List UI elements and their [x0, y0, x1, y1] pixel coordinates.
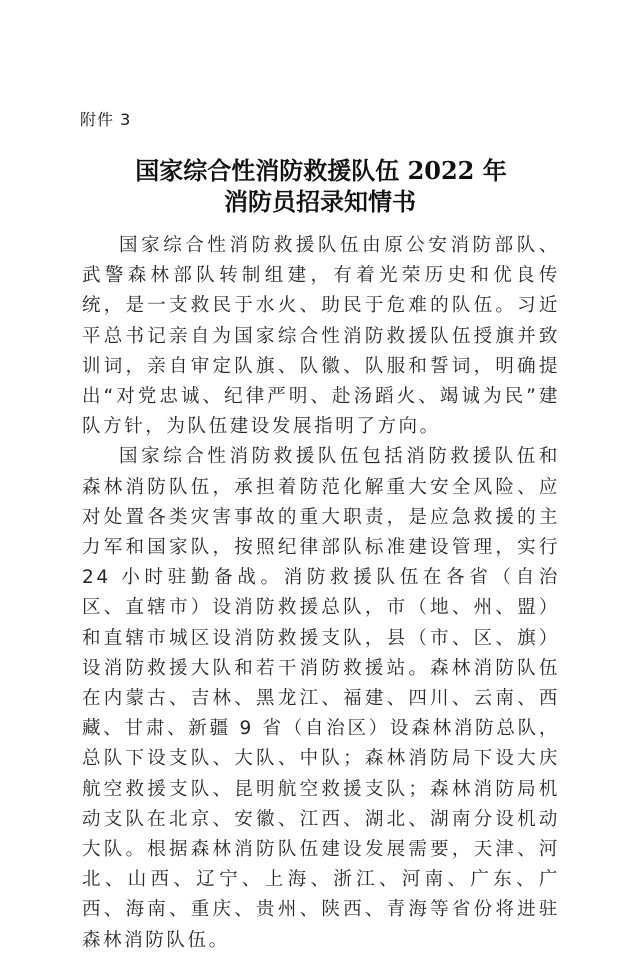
paragraph-history: 国家综合性消防救援队伍由原公安消防部队、武警森林部队转制组建，有着光荣历史和优良传统，是一支救民于水火、助民于危难的队伍。习近平总书记亲自为国家综合性消防救援队伍授旗并致训词，亲自审定队旗、队徽、队服和誓词，明确提出“对党忠诚、纪律严明、赴汤蹈火、竭诚为民”建队方针，为队伍建设发展指明了方向。: [82, 235, 560, 438]
document-body: [82, 231, 560, 956]
title-line-1: 国家综合性消防救援队伍 2022 年: [135, 156, 507, 185]
title-line-2: 消防员招录知情书: [224, 187, 416, 216]
attachment-label: 附件 3: [80, 110, 132, 129]
paragraph-organization: 国家综合性消防救援队伍包括消防救援队伍和森林消防队伍，承担着防范化解重大安全风险、应对处置各类灾害事故的重大职责，是应急救援的主力军和国家队，按照纪律部队标准建设管理，实行 24 小时驻勤备战。消防救援队伍在各省（自治区、直辖市）设消防救援总队，市（地、州、盟）和直辖市城区设消防救援支队，县（市、区、旗）设消防救援大队和若干消防救援站。森林消防队伍在内蒙古、吉林、黑龙江、福建、四川、云南、西藏、甘肃、新疆 9 省（自治区）设森林消防总队，总队下设支队、大队、中队；森林消防局下设大庆航空救援支队、昆明航空救援支队；森林消防局机动支队在北京、安徽、江西、湖北、湖南分设机动大队。根据森林消防队伍建设发展需要，天津、河北、山西、辽宁、上海、浙江、河南、广东、广西、海南、重庆、贵州、陕西、青海等省份将进驻森林消防队伍。: [82, 446, 560, 951]
document-title: [0, 155, 640, 217]
